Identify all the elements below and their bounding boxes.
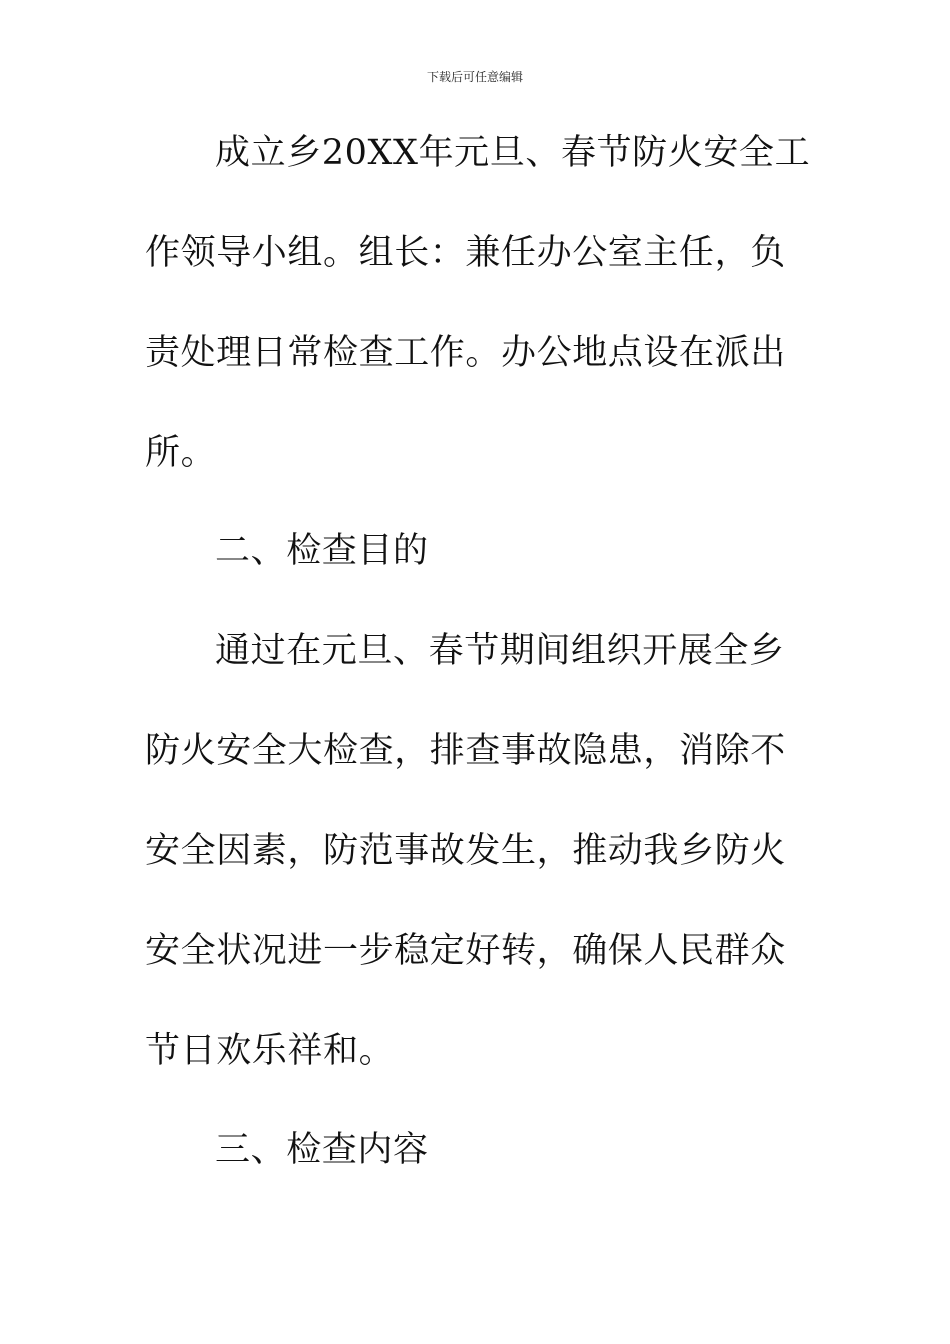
paragraph-line: 节日欢乐祥和。 (145, 1031, 395, 1071)
paragraph-line: 安全状况进一步稳定好转，确保人民群众 (145, 931, 786, 971)
header-note: 下载后可任意编辑 (426, 70, 523, 84)
paragraph-line: 作领导小组。组长：兼任办公室主任，负 (145, 233, 786, 273)
section-heading: 三、检查内容 (215, 1130, 429, 1170)
paragraph-line: 安全因素，防范事故发生，推动我乡防火 (145, 831, 786, 871)
paragraph-line: 通过在元旦、春节期间组织开展全乡 (215, 631, 785, 671)
paragraph-line: 成立乡20XX年元旦、春节防火安全工 (215, 133, 811, 173)
section-heading: 二、检查目的 (215, 531, 429, 571)
paragraph-line: 责处理日常检查工作。办公地点设在派出 (145, 333, 786, 373)
paragraph-line: 所。 (145, 433, 217, 473)
paragraph-line: 防火安全大检查，排查事故隐患，消除不 (145, 731, 786, 771)
